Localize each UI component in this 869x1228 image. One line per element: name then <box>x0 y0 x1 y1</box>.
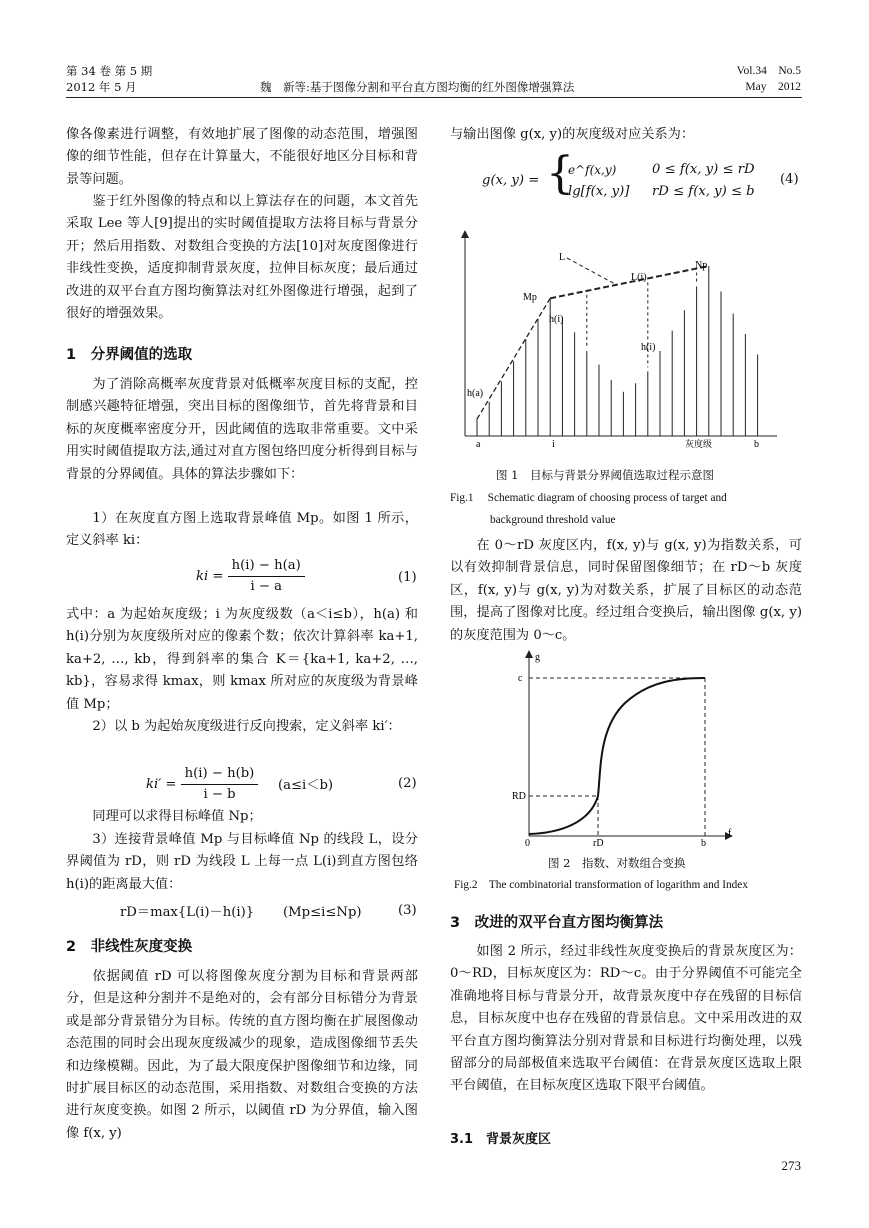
fig1-label-hi: h(i) <box>549 314 564 325</box>
fig1-label-ha: h(a) <box>467 388 484 399</box>
fig1-overlay <box>477 258 709 419</box>
fig2-curve <box>529 678 705 834</box>
equation-2: ki′ = $\frac{h(i) - h(b)}{i - b}$ <box>146 764 258 805</box>
left-para-2: 为了消除高概率灰度背景对低概率灰度目标的支配，控制感兴趣特征增强，突出目标的图像细节，首先将背景和目标的灰度概率密度分开，因此阈值的选取非常重要。文中采用实时阈值提取方法,通过对直方图包络凹度分析得到目标与背景的分界阈值。具体的算法步骤如下： <box>66 377 418 482</box>
section-2-heading: 2 非线性灰度变换 <box>66 939 193 955</box>
header-date-cn: 2012 年 5 月 <box>66 80 137 94</box>
figure-1-caption-en-2: background threshold value <box>490 514 616 526</box>
fig1-tick-i: i <box>552 439 555 450</box>
fig1-label-Li: L(i) <box>631 272 647 283</box>
fig2-label-c: c <box>518 673 523 684</box>
equation-3-condition: (Mp≤i≤Np) <box>283 905 362 920</box>
header-volume-cn: 第 34 卷 第 5 期 <box>66 64 153 78</box>
figure-1-caption-en-1: Fig.1 Schematic diagram of choosing process of target and <box>450 492 727 504</box>
left-para-7: 3）连接背景峰值 Mp 与目标峰值 Np 的线段 L，设分界阈值为 rD，则 rD 为线段 L 上每一点 L(i)到直方图包络 h(i)的距离最大值： <box>66 832 418 892</box>
section-3-1-heading: 3.1 背景灰度区 <box>450 1132 552 1147</box>
left-para-3: 1）在灰度直方图上选取背景峰值 Mp。如图 1 所示，定义斜率 ki： <box>66 511 418 549</box>
fig2-label-0: 0 <box>525 838 530 848</box>
fig1-label-Mp: Mp <box>523 292 537 303</box>
section-3-heading: 3 改进的双平台直方图均衡算法 <box>450 915 664 931</box>
equation-4: g(x, y) = { e^f(x,y) lg[f(x, y)] 0 ≤ f(x, y) ≤ rD rD ≤ f(x, y) ≤ b <box>482 148 755 199</box>
header-volume-en: Vol.34 No.5 <box>736 65 801 77</box>
equation-1: ki = $\frac{h(i) - h(a)}{i - a}$ <box>196 556 305 597</box>
page-number: 273 <box>781 1158 801 1173</box>
fig2-label-g: g <box>535 652 540 663</box>
left-para-8: 依据阈值 rD 可以将图像灰度分割为目标和背景两部分，但是这种分割并不是绝对的，会有部分目标错分为背景或是部分背景错分为目标。传统的直方图均衡在扩展图像动态范围的同时会出现灰度级减少的现象，造成图像细节丢失和边缘模糊。因此，为了最大限度保护图像细节和边缘，同时扩展目标区的动态范围，采用指数、对数组合变换的方法进行灰度变换。如图 2 所示，以阈值 rD 为分界值，输入图像 f(x, y) <box>66 969 418 1141</box>
left-para-6: 同理可以求得目标峰值 Np； <box>92 809 262 824</box>
equation-3: rD＝max{L(i)－h(i)} <box>120 905 255 920</box>
fig1-bars <box>477 266 758 436</box>
fig2-label-b: b <box>701 838 706 848</box>
equation-4-number: (4) <box>780 172 799 187</box>
fig1-L-pointer <box>567 258 615 284</box>
fig1-tick-b: b <box>754 439 759 450</box>
header-rule <box>66 97 802 98</box>
fig1-label-L: L <box>559 252 566 263</box>
left-para-5: 2）以 b 为起始灰度级进行反向搜索，定义斜率 ki′： <box>92 719 401 734</box>
right-para-1: 在 0～rD 灰度区内，f(x, y)与 g(x, y)为指数关系，可以有效抑制背景信息，同时保留图像细节；在 rD～b 灰度区，f(x, y)与 g(x, y)为对数关系，扩展了目标区的动态范围，提高了图像对比度。经过组合变换后，输出图像 g(x, y)的灰度范围为 0～c。 <box>450 538 802 643</box>
equation-1-number: (1) <box>398 570 417 585</box>
figure-1-histogram <box>455 228 785 456</box>
fig2-label-f: f <box>728 828 732 839</box>
fig1-tick-gray: 灰度级 <box>685 440 713 450</box>
fig1-label-Np: Np <box>695 260 708 271</box>
equation-2-number: (2) <box>398 776 417 791</box>
fig2-label-rD: rD <box>593 838 604 848</box>
figure-2-caption-cn: 图 2 指数、对数组合变换 <box>548 856 686 870</box>
figure-2-transform <box>505 648 745 848</box>
equation-3-number: (3) <box>398 903 417 918</box>
fig1-line-L <box>550 266 709 298</box>
left-para-0: 像各像素进行调整，有效地扩展了图像的动态范围，增强图像的细节性能，但存在计算量大，不能很好地区分目标和背景等问题。 <box>66 127 418 187</box>
right-para-0: 与输出图像 g(x, y)的灰度级对应关系为： <box>450 127 695 142</box>
section-1-heading: 1 分界阈值的选取 <box>66 347 193 363</box>
fig2-label-RD: RD <box>512 791 526 802</box>
figure-1-caption-cn: 图 1 目标与背景分界阈值选取过程示意图 <box>496 468 714 482</box>
fig1-tick-a: a <box>476 439 481 450</box>
figure-2-caption-en: Fig.2 The combinatorial transformation of logarithm and Index <box>454 879 748 891</box>
header-date-en: May 2012 <box>745 81 801 93</box>
equation-2-condition: (a≤i＜b) <box>278 778 334 793</box>
header-running-title: 魏 新等:基于图像分割和平台直方图均衡的红外图像增强算法 <box>260 80 575 94</box>
left-para-4: 式中：a 为起始灰度级；i 为灰度级数（a＜i≤b），h(a) 和 h(i)分别为灰度级所对应的像素个数；依次计算斜率 ka+1, ka+2, …, kb，得到斜率的集合 K＝{ka+1, ka+2, …, kb}，容易求得 kmax，则 kmax 所对应的灰度级为背景峰值 Mp； <box>66 607 418 712</box>
fig1-label-hi2: h(i) <box>641 342 656 353</box>
left-para-1: 鉴于红外图像的特点和以上算法存在的问题，本文首先采取 Lee 等人[9]提出的实时阈值提取方法将目标与背景分开；然后用指数、对数组合变换的方法[10]对灰度图像进行非线性变换，适度抑制背景灰度，拉伸目标灰度；最后通过改进的双平台直方图均衡算法对红外图像进行增强，起到了很好的增强效果。 <box>66 194 418 322</box>
right-para-2: 如图 2 所示，经过非线性灰度变换后的背景灰度区为：0～RD，目标灰度区为：RD～c。由于分界阈值不可能完全准确地将目标与背景分开，故背景灰度中存在残留的目标信息，目标灰度中也存在残留的背景信息。文中采用改进的双平台直方图均衡算法分别对背景和目标进行均衡处理，以残留部分的局部极值来选取平台阈值：在背景灰度区选取上限平台阈值，在目标灰度区选取下限平台阈值。 <box>450 944 802 1094</box>
